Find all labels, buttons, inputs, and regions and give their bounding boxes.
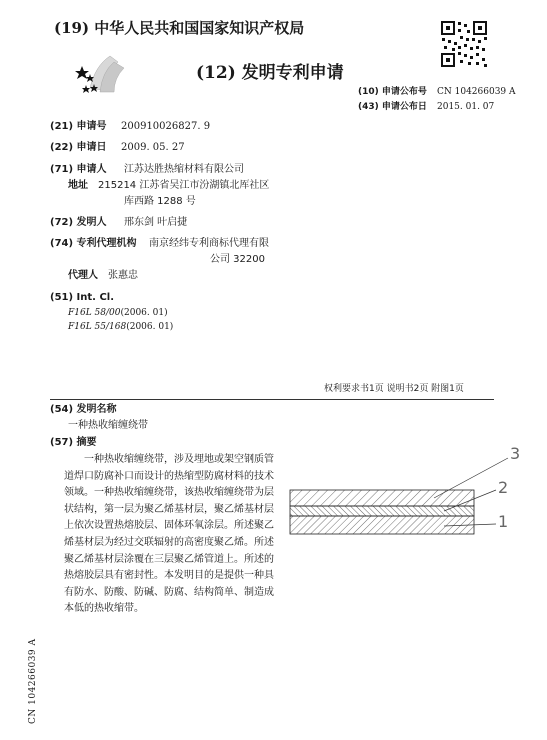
ipc-code: F16L 55/168 (68, 322, 127, 332)
applicant-label: (71) 申请人 (50, 164, 107, 175)
ipc-code: F16L 58/00 (68, 308, 121, 318)
intcl-label: (51) Int. Cl. (50, 292, 115, 303)
pub-date: 2015. 01. 07 (437, 102, 495, 112)
address-line2: 库西路 1288 号 (124, 196, 196, 207)
address-label: 地址 (68, 180, 88, 191)
title-label: (54) 发明名称 (50, 404, 117, 415)
ipc-row (68, 321, 173, 334)
app-date-label: (22) 申请日 (50, 142, 107, 153)
abstract-body (64, 452, 282, 618)
app-date: 2009. 05. 27 (121, 142, 185, 153)
layer-2 (290, 506, 474, 516)
ipc-row (68, 307, 168, 320)
abstract-text: 一种热收缩缠绕带，涉及埋地或架空钢质管道焊口防腐补口而设计的热缩型防腐材料的技术领域。一种热收缩缠绕带，该热收缩缠绕带为层状结构，第一层为聚乙烯基材层，聚乙烯基材层上依次设置热熔胶层、固体环氧涂层。所述聚乙烯基材层为经过交联辐射的高密度聚乙烯。所述聚乙烯基材层涂覆在三层聚乙烯管道上。所述的热熔胶层具有密封性。本发明目的是提供一种具有防水、防酸、防碱、防腐、结构简单、制造成本低的热收缩带。 (64, 454, 274, 615)
agency-label: (74) 专利代理机构 (50, 238, 137, 249)
layer-3 (290, 490, 474, 506)
figure-label-1: 1 (498, 512, 509, 531)
layer-figure (284, 440, 524, 550)
qr-code (440, 20, 488, 68)
abstract-label: (57) 摘要 (50, 437, 97, 448)
figure-label-2: 2 (498, 478, 509, 497)
side-publication-number: CN 104266039 A (28, 638, 38, 724)
pub-date-label: (43) 申请公布日 (358, 102, 427, 112)
invention-title: 一种热收缩缠绕带 (68, 420, 148, 431)
inventor-label: (72) 发明人 (50, 217, 107, 228)
app-no: 200910026827. 9 (121, 121, 211, 132)
section-divider (50, 399, 494, 400)
ipc-version: (2006. 01) (120, 308, 168, 318)
agency-line1: 南京经纬专利商标代理有限 (149, 238, 269, 249)
pub-no-label: (10) 申请公布号 (358, 87, 427, 97)
doc-type-title: (12) 发明专利申请 (196, 63, 344, 83)
figure-label-3: 3 (510, 444, 521, 463)
agency-line2: 公司 32200 (210, 254, 265, 265)
sipo-logo (70, 52, 140, 98)
agent-label: 代理人 (68, 270, 98, 281)
ipc-version: (2006. 01) (126, 322, 174, 332)
page-counts: 权利要求书1页 说明书2页 附图1页 (324, 384, 464, 394)
pub-no: CN 104266039 A (437, 87, 516, 97)
app-no-label: (21) 申请号 (50, 121, 107, 132)
inventors: 邢东剑 叶启捷 (124, 217, 188, 228)
address-line1: 215214 江苏省吴江市汾湖镇北厍社区 (98, 180, 270, 191)
agent: 张惠忠 (108, 270, 138, 281)
office-title: (19) 中华人民共和国国家知识产权局 (54, 19, 305, 37)
layer-1 (290, 516, 474, 534)
applicant: 江苏达胜热缩材料有限公司 (124, 164, 244, 175)
